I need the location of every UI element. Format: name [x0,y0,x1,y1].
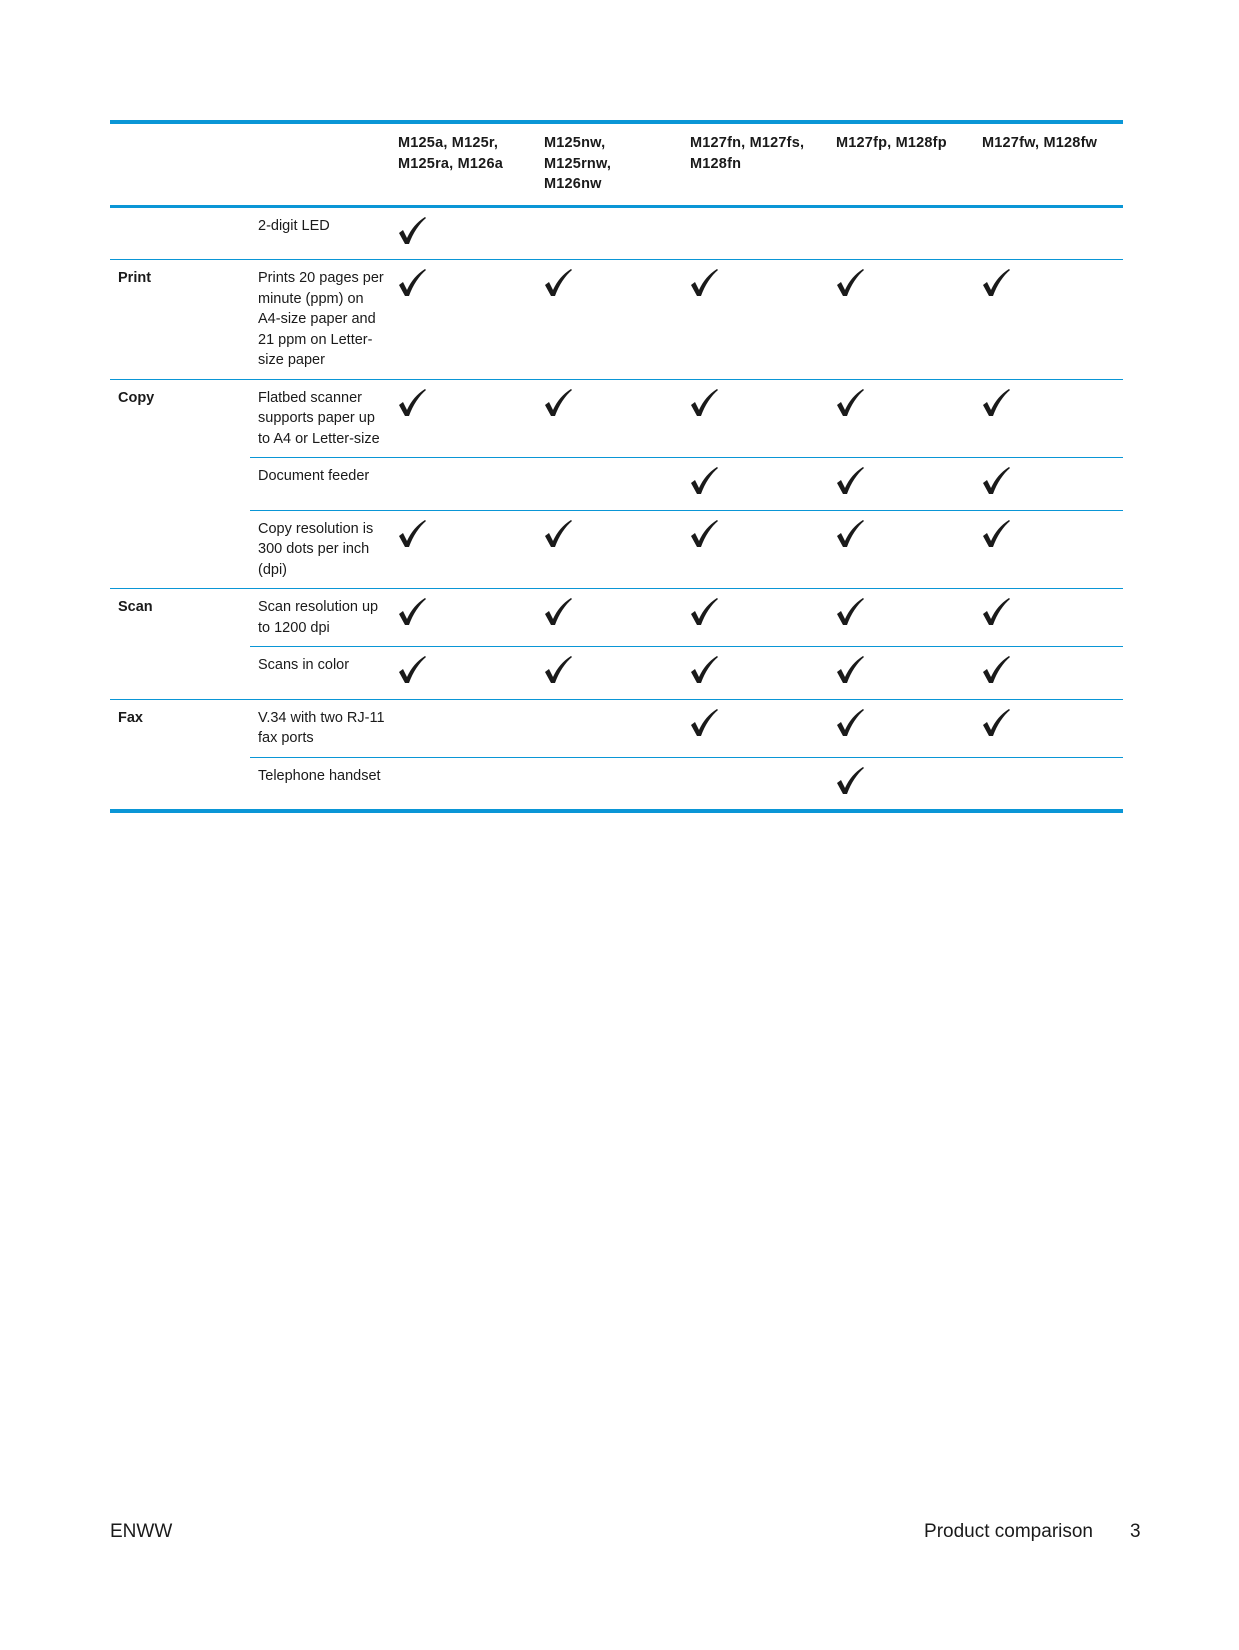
table-row [110,757,1123,811]
empty-cell [390,757,536,811]
checkmark-icon [690,656,718,684]
table-row [110,379,1123,458]
checkmark-icon [836,767,864,795]
check-cell [536,260,682,380]
check-cell [974,260,1123,380]
checkmark-icon [982,656,1010,684]
check-cell [536,510,682,589]
checkmark-icon [690,598,718,626]
row-feature: Telephone handset [250,757,390,811]
checkmark-icon [544,269,572,297]
empty-cell [390,699,536,757]
checkmark-icon [836,389,864,417]
check-cell [974,647,1123,700]
checkmark-icon [398,656,426,684]
checkmark-icon [398,269,426,297]
row-category [110,206,250,260]
checkmark-icon [982,389,1010,417]
empty-cell [536,757,682,811]
column-header-line: M127fp, M128fp [836,135,947,151]
table-header-row [110,122,1123,206]
check-cell [682,589,828,647]
check-cell [828,510,974,589]
row-feature: Document feeder [250,458,390,511]
empty-cell [828,206,974,260]
row-category: Copy [110,379,250,458]
column-header [974,122,1123,206]
checkmark-icon [982,520,1010,548]
table-row [110,510,1123,589]
product-comparison-table [110,120,1123,813]
check-cell [974,458,1123,511]
column-header [390,122,536,206]
row-feature: Scan resolution up to 1200 dpi [250,589,390,647]
table-row [110,260,1123,380]
column-header [536,122,682,206]
column-header-line: M128fn [690,155,742,172]
checkmark-icon [982,709,1010,737]
check-cell [828,260,974,380]
checkmark-icon [836,467,864,495]
row-category [110,458,250,511]
check-cell [682,647,828,700]
empty-cell [682,206,828,260]
checkmark-icon [398,389,426,417]
row-feature: Scans in color [250,647,390,700]
checkmark-icon [836,709,864,737]
check-cell [974,589,1123,647]
row-category: Fax [110,699,250,757]
column-header-line: M125a, M125r, [398,135,499,151]
row-category: Scan [110,589,250,647]
empty-cell [974,757,1123,811]
check-cell [828,458,974,511]
checkmark-icon [398,520,426,548]
checkmark-icon [982,467,1010,495]
checkmark-icon [690,520,718,548]
check-cell [828,647,974,700]
row-category [110,510,250,589]
checkmark-icon [836,520,864,548]
column-header [682,122,828,206]
column-header-line: M125ra, M126a [398,155,503,172]
checkmark-icon [982,598,1010,626]
check-cell [682,510,828,589]
row-feature: Copy resolution is 300 dots per inch (dpi) [250,510,390,589]
footer-left: ENWW [110,1521,173,1542]
checkmark-icon [690,467,718,495]
check-cell [390,589,536,647]
table-row [110,647,1123,700]
check-cell [974,379,1123,458]
empty-cell [536,458,682,511]
column-header-line: M126nw [544,176,602,192]
table-row [110,458,1123,511]
checkmark-icon [398,598,426,626]
column-header [828,122,974,206]
checkmark-icon [398,217,426,245]
row-feature: Prints 20 pages per minute (ppm) on A4-size paper and 21 ppm on Letter-size paper [250,260,390,380]
empty-cell [536,699,682,757]
row-feature: 2-digit LED [258,217,330,234]
check-cell [536,589,682,647]
header-cell-empty [250,122,390,206]
checkmark-icon [836,269,864,297]
check-cell [390,510,536,589]
checkmark-icon [544,598,572,626]
check-cell [536,379,682,458]
check-cell [390,379,536,458]
check-cell [682,458,828,511]
empty-cell [536,206,682,260]
table-row [110,699,1123,757]
table-row [110,589,1123,647]
check-cell [390,206,536,260]
column-header-line: M125rnw, [544,155,612,172]
empty-cell [974,206,1123,260]
check-cell [828,379,974,458]
row-feature: V.34 with two RJ-11 fax ports [250,699,390,757]
row-feature: Flatbed scanner supports paper up to A4 or Letter-size [250,379,390,458]
row-category [110,647,250,700]
column-header-line: M125nw, [544,135,606,151]
check-cell [390,647,536,700]
check-cell [682,260,828,380]
column-header-line: M127fn, M127fs, [690,135,805,151]
check-cell [390,260,536,380]
check-cell [682,379,828,458]
check-cell [828,699,974,757]
table-row [110,206,1123,260]
row-category: Print [110,260,250,380]
checkmark-icon [690,709,718,737]
empty-cell [390,458,536,511]
checkmark-icon [690,389,718,417]
check-cell [536,647,682,700]
header-cell-empty [110,122,250,206]
check-cell [828,589,974,647]
checkmark-icon [544,389,572,417]
checkmark-icon [836,656,864,684]
checkmark-icon [690,269,718,297]
checkmark-icon [544,656,572,684]
page-number: 3 [1130,1521,1141,1542]
check-cell [682,699,828,757]
check-cell [974,510,1123,589]
footer-section-title: Product comparison [924,1521,1093,1542]
column-header-line: M127fw, M128fw [982,135,1098,151]
checkmark-icon [836,598,864,626]
row-category [110,757,250,811]
checkmark-icon [544,520,572,548]
checkmark-icon [982,269,1010,297]
check-cell [828,757,974,811]
empty-cell [682,757,828,811]
check-cell [974,699,1123,757]
